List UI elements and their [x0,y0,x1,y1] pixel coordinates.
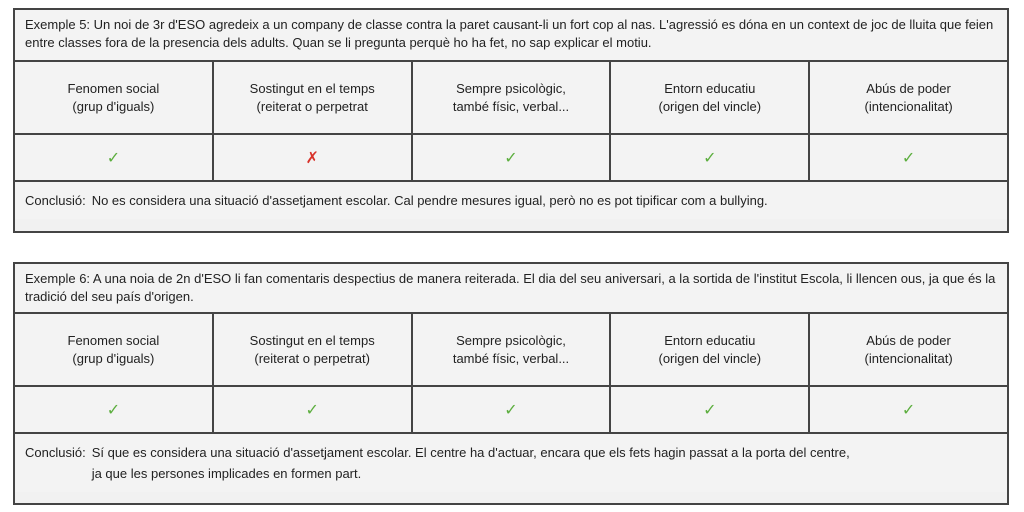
cross-icon: ✗ [305,148,319,167]
criteria-marks-row [15,387,1007,434]
criterion-header-educational: Entorn educatiu (origen del vincle) [611,314,810,385]
conclusion-text: Sí que es considera una situació d'assetjament escolar. El centre ha d'actuar, encara que els fets hagin passat a la porta del centre, ja que les persones implicades en formen part. [91,445,850,481]
criterion-header-sustained: Sostingut en el temps (reiterat o perpetrat) [214,314,413,385]
example-card-6 [13,262,1009,505]
example-description: Exemple 5: Un noi de 3r d'ESO agredeix a un company de classe contra la paret causant-li un fort cop al nas. L'agressió es dóna en un context de joc de lluita que feien entre classes fora de la presencia dels adults. Quan se li pregunta perquè ho ha fet, no sap explicar el motiu. [15,10,1007,62]
check-icon: ✓ [106,400,121,419]
criteria-marks-row [15,135,1007,182]
conclusion-label: Conclusió: [25,193,86,208]
criterion-header-power-abuse: Abús de poder (intencionalitat) [864,332,953,366]
check-icon: ✓ [901,400,916,419]
example-card-5 [13,8,1009,233]
criterion-header-educational: Entorn educatiu (origen del vincle) [611,62,810,133]
conclusion-text: No es considera una situació d'assetjament escolar. Cal pendre mesures igual, però no es pot tipificar com a bullying. [91,193,768,208]
check-icon: ✓ [703,148,717,167]
conclusion-label: Conclusió: [25,445,86,460]
check-icon: ✓ [901,148,916,167]
check-icon: ✓ [703,400,717,419]
criterion-header-power-abuse: Abús de poder (intencionalitat) [864,80,953,114]
criterion-header-psychological: Sempre psicològic, també físic, verbal... [413,62,612,133]
criteria-header-row [15,62,1007,135]
conclusion [15,182,1007,219]
example-description: Exemple 6: A una noia de 2n d'ESO li fan comentaris despectius de manera reiterada. El dia del seu aniversari, a la sortida de l'institut Escola, li llencen ous, ja que és la tradició del seu país d'origen. [15,264,1007,314]
conclusion [15,434,1007,492]
criterion-header-social: Fenomen social (grup d'iguals) [15,62,214,133]
check-icon: ✓ [305,400,319,419]
criterion-header-psychological: Sempre psicològic, també físic, verbal... [413,314,612,385]
check-icon: ✓ [504,400,518,419]
check-icon: ✓ [106,148,121,167]
criterion-header-social: Fenomen social (grup d'iguals) [15,314,214,385]
criteria-header-row [15,314,1007,387]
check-icon: ✓ [504,148,518,167]
criterion-header-sustained: Sostingut en el temps (reiterat o perpetrat [214,62,413,133]
